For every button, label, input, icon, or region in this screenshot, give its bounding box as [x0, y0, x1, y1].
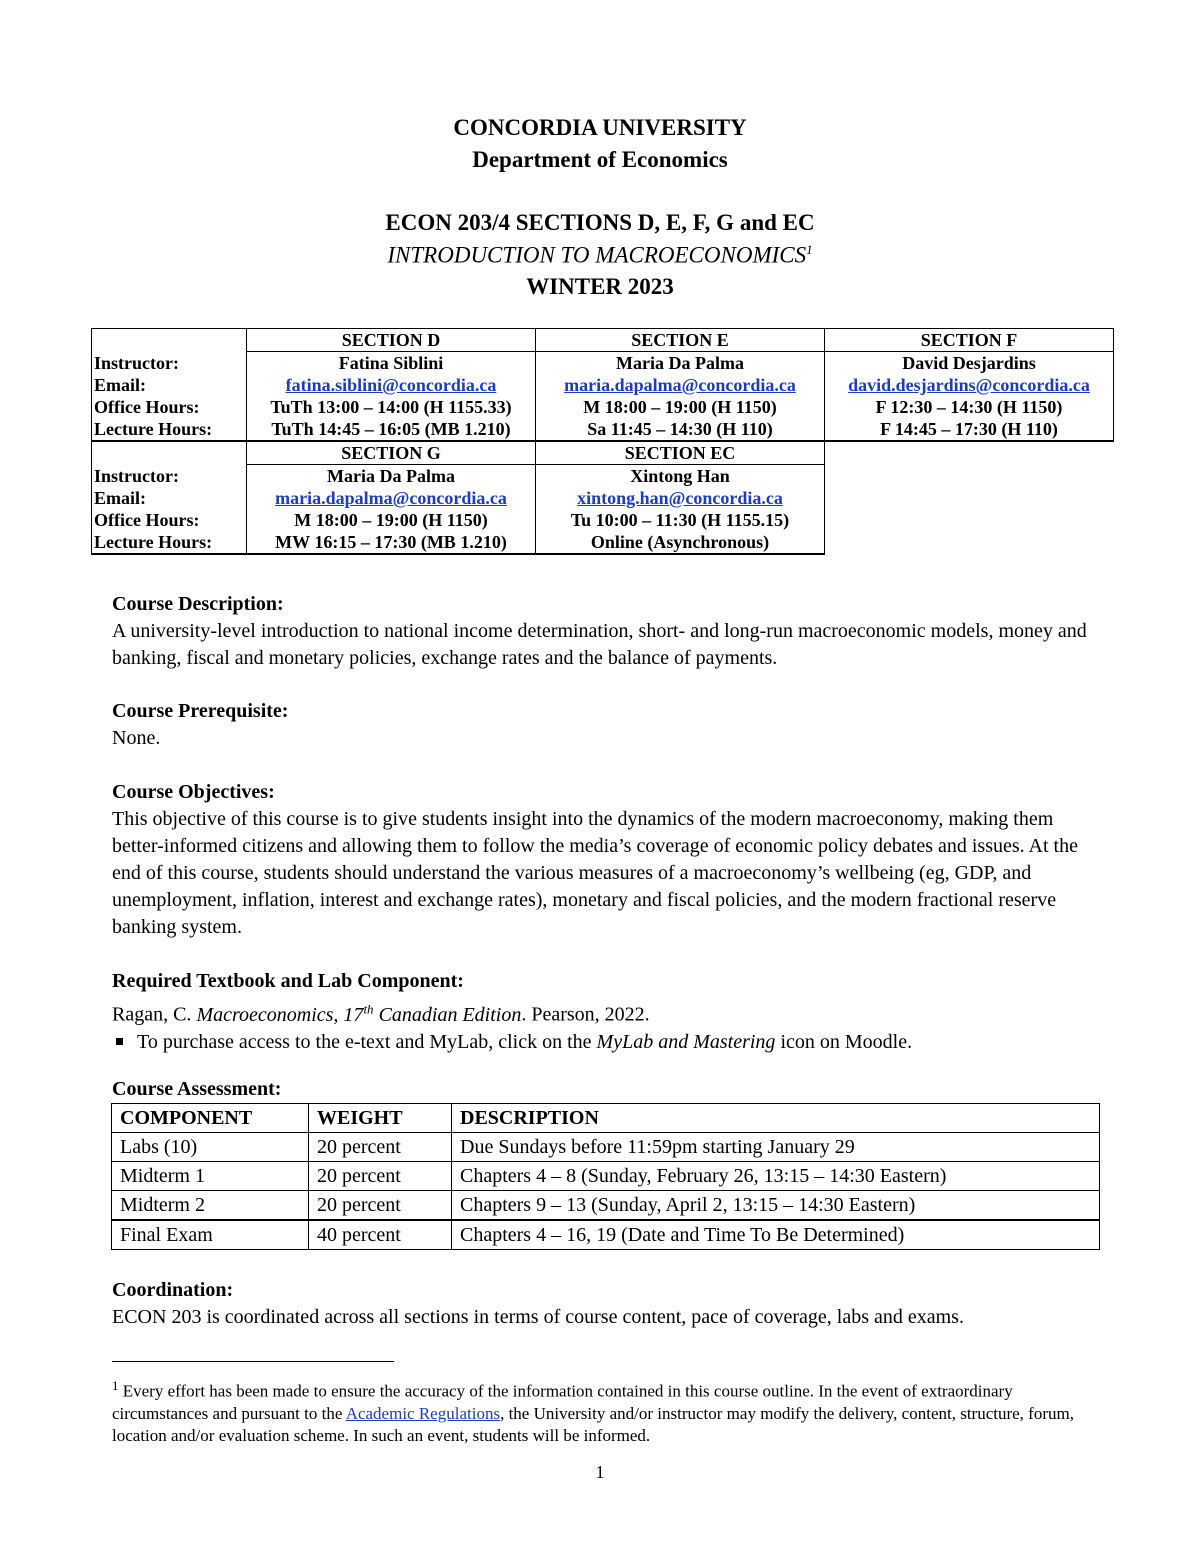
lecture-hours: MW 16:15 – 17:30 (MB 1.210) [275, 532, 507, 552]
textbook-citation: Ragan, C. Macroeconomics, 17th Canadian Edition. Pearson, 2022. [112, 1001, 650, 1026]
table-row: Final Exam 40 percent Chapters 4 – 16, 19 (Date and Time To Be Determined) [112, 1220, 1100, 1250]
sections-table [91, 328, 1114, 555]
email-link[interactable]: maria.dapalma@concordia.ca [275, 488, 507, 508]
row2-labels [92, 465, 247, 555]
instructor-name: David Desjardins [902, 353, 1036, 373]
section-g-details [247, 465, 536, 555]
footnote-divider [112, 1361, 394, 1362]
section-f-details [825, 352, 1114, 442]
table-header-row [112, 1104, 1100, 1133]
office-hours: M 18:00 – 19:00 (H 1150) [583, 397, 777, 417]
textbook-section [112, 968, 1102, 1056]
section-e-details [536, 352, 825, 442]
email-link[interactable]: david.desjardins@concordia.ca [848, 375, 1090, 395]
assessment-table [111, 1103, 1100, 1250]
section-ec-header: SECTION EC [536, 441, 825, 465]
course-objectives [112, 779, 1102, 941]
row1-labels [92, 352, 247, 442]
section-f-header: SECTION F [825, 329, 1114, 352]
term: WINTER 2023 [526, 274, 674, 299]
instructor-name: Fatina Siblini [338, 353, 444, 373]
textbook-bullet: To purchase access to the e-text and MyLab, click on the MyLab and Mastering icon on Moodle. [112, 1029, 1102, 1056]
section-heading: Course Description: [112, 593, 284, 615]
label-email: Email: [94, 487, 146, 508]
section-heading: Coordination: [112, 1279, 234, 1301]
footnote-number: 1 [112, 1378, 119, 1393]
university-name: CONCORDIA UNIVERSITY [453, 115, 747, 140]
lecture-hours: Sa 11:45 – 14:30 (H 110) [587, 419, 773, 439]
footnote: $^1$ Every effort has been made to ensure the accuracy of the information contained in this course outline. In the event of extraordinary circumstances and pursuant to the Academic Regulations, the University and/or instructor may modify the delivery, content, structure, forum, location and/or evaluation scheme. In such an event, students will be informed. [112, 1378, 1074, 1445]
table-row: Midterm 2 20 percent Chapters 9 – 13 (Sunday, April 2, 13:15 – 14:30 Eastern) [112, 1191, 1100, 1221]
lecture-hours: TuTh 14:45 – 16:05 (MB 1.210) [271, 419, 511, 439]
course-line: ECON 203/4 SECTIONS D, E, F, G and EC [385, 210, 815, 235]
email-link[interactable]: fatina.siblini@concordia.ca [285, 375, 497, 395]
label-office-hours: Office Hours: [94, 396, 200, 417]
column-header: COMPONENT [112, 1104, 309, 1133]
section-heading: Required Textbook and Lab Component: [112, 970, 464, 992]
office-hours: F 12:30 – 14:30 (H 1150) [875, 397, 1063, 417]
label-email: Email: [94, 374, 146, 395]
lecture-hours: F 14:45 – 17:30 (H 110) [880, 419, 1058, 439]
section-heading: Course Objectives: [112, 781, 275, 803]
course-title: INTRODUCTION TO MACROECONOMICS [387, 242, 807, 268]
section-ec-details [536, 465, 825, 555]
coordination [112, 1277, 1102, 1331]
label-office-hours: Office Hours: [94, 509, 200, 530]
section-text: This objective of this course is to give students insight into the dynamics of the modern macroeconomy, making them better-informed citizens and allowing them to follow the media’s coverage of economic policy debates and issues. At the end of this course, students should understand the various measures of a macroeconomy’s wellbeing (eg, GDP, and unemployment, inflation, interest and exchange rates), monetary and fiscal policies, and the modern fractional reserve banking system. [112, 808, 1078, 938]
column-header: WEIGHT [309, 1104, 452, 1133]
section-text: A university-level introduction to national income determination, short- and long-run macroeconomic models, money and banking, fiscal and monetary policies, exchange rates and the balance of payments. [112, 620, 1087, 669]
office-hours: TuTh 13:00 – 14:00 (H 1155.33) [270, 397, 512, 417]
office-hours: Tu 10:00 – 11:30 (H 1155.15) [570, 510, 790, 530]
department-name: Department of Economics [472, 147, 728, 172]
lecture-hours: Online (Asynchronous) [590, 532, 770, 552]
course-prerequisite [112, 698, 1102, 752]
instructor-name: Xintong Han [630, 466, 730, 486]
instructor-name: Maria Da Palma [616, 353, 744, 373]
office-hours: M 18:00 – 19:00 (H 1150) [294, 510, 488, 530]
label-lecture-hours: Lecture Hours: [94, 418, 213, 439]
section-heading: Course Prerequisite: [112, 700, 289, 722]
table-row: Midterm 1 20 percent Chapters 4 – 8 (Sunday, February 26, 13:15 – 14:30 Eastern) [112, 1162, 1100, 1191]
label-lecture-hours: Lecture Hours: [94, 531, 213, 552]
section-text: ECON 203 is coordinated across all sections in terms of course content, pace of coverage, labs and exams. [112, 1306, 964, 1328]
section-d-details [247, 352, 536, 442]
course-title-line [0, 242, 1200, 269]
email-link[interactable]: xintong.han@concordia.ca [577, 488, 783, 508]
bullet-icon [116, 1038, 123, 1045]
column-header: DESCRIPTION [452, 1104, 1100, 1133]
academic-regulations-link[interactable]: Academic Regulations [345, 1403, 501, 1423]
section-d-header: SECTION D [247, 329, 536, 352]
section-text: None. [112, 727, 161, 749]
footnote-ref[interactable]: 1 [806, 242, 813, 257]
page-number: 1 [595, 1462, 605, 1482]
instructor-name: Maria Da Palma [327, 466, 455, 486]
assessment-heading: Course Assessment: [112, 1078, 282, 1100]
label-instructor: Instructor: [94, 352, 179, 373]
section-g-header: SECTION G [247, 441, 536, 465]
label-instructor: Instructor: [94, 465, 179, 486]
table-row: Labs (10) 20 percent Due Sundays before 11:59pm starting January 29 [112, 1133, 1100, 1162]
section-e-header: SECTION E [536, 329, 825, 352]
email-link[interactable]: maria.dapalma@concordia.ca [564, 375, 796, 395]
course-description [112, 591, 1102, 672]
